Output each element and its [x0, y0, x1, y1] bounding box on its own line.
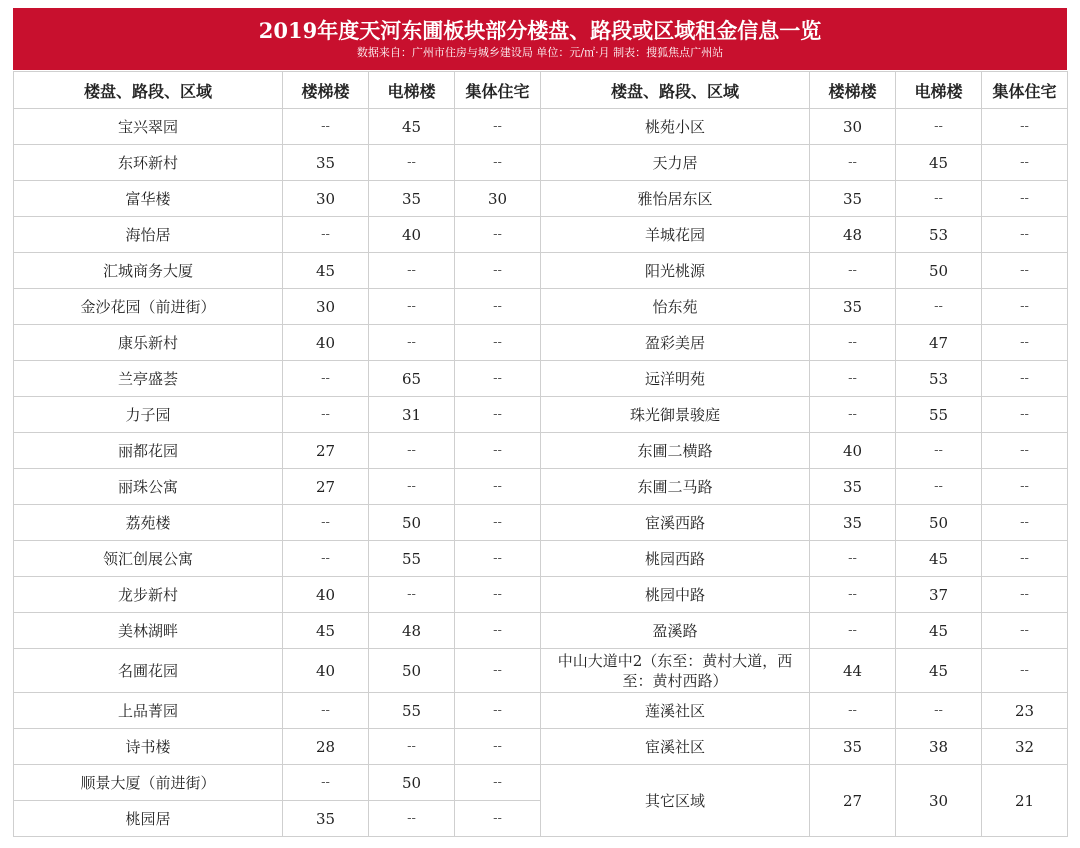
collective-housing-cell: -- — [982, 145, 1068, 181]
column-header: 楼盘、路段、区域 — [541, 72, 810, 109]
stair-building-cell: -- — [810, 541, 896, 577]
collective-housing-cell: -- — [455, 765, 541, 801]
collective-housing-cell: -- — [455, 613, 541, 649]
estate-name-cell: 羊城花园 — [541, 217, 810, 253]
estate-name-cell: 盈彩美居 — [541, 325, 810, 361]
collective-housing-cell: -- — [982, 577, 1068, 613]
estate-name-cell: 远洋明苑 — [541, 361, 810, 397]
estate-name-cell: 中山大道中2（东至：黄村大道，西至：黄村西路） — [541, 649, 810, 693]
elevator-building-cell: 55 — [369, 693, 455, 729]
collective-housing-cell: 32 — [982, 729, 1068, 765]
header-row — [14, 72, 1068, 109]
estate-name-cell: 桃园中路 — [541, 577, 810, 613]
stair-building-cell: 35 — [810, 289, 896, 325]
stair-building-cell: 30 — [810, 109, 896, 145]
table-row — [14, 145, 1068, 181]
elevator-building-cell: 31 — [369, 397, 455, 433]
elevator-building-cell: 45 — [896, 541, 982, 577]
collective-housing-cell: -- — [455, 253, 541, 289]
table-row — [14, 253, 1068, 289]
collective-housing-cell: -- — [455, 145, 541, 181]
elevator-building-cell: 45 — [896, 649, 982, 693]
elevator-building-cell: -- — [896, 109, 982, 145]
estate-name-cell: 莲溪社区 — [541, 693, 810, 729]
elevator-building-cell: 45 — [369, 109, 455, 145]
estate-name-cell: 东环新村 — [14, 145, 283, 181]
elevator-building-cell: -- — [896, 469, 982, 505]
elevator-building-cell: 50 — [369, 505, 455, 541]
stair-building-cell: 35 — [810, 469, 896, 505]
collective-housing-cell: -- — [455, 693, 541, 729]
rent-table — [13, 71, 1068, 837]
estate-name-cell: 力子园 — [14, 397, 283, 433]
stair-building-cell: -- — [283, 109, 369, 145]
stair-building-cell: -- — [283, 217, 369, 253]
elevator-building-cell: -- — [369, 289, 455, 325]
stair-building-cell: -- — [810, 361, 896, 397]
table-row — [14, 649, 1068, 693]
table-row — [14, 217, 1068, 253]
table-row — [14, 109, 1068, 145]
stair-building-cell: -- — [283, 505, 369, 541]
collective-housing-cell: -- — [455, 505, 541, 541]
collective-housing-cell: 23 — [982, 693, 1068, 729]
collective-housing-cell: -- — [455, 801, 541, 837]
table-row — [14, 397, 1068, 433]
estate-name-cell: 雅怡居东区 — [541, 181, 810, 217]
collective-housing-cell: -- — [982, 541, 1068, 577]
column-header: 楼盘、路段、区域 — [14, 72, 283, 109]
collective-housing-cell: -- — [455, 433, 541, 469]
table-row — [14, 729, 1068, 765]
estate-name-cell: 汇城商务大厦 — [14, 253, 283, 289]
estate-name-cell: 盈溪路 — [541, 613, 810, 649]
elevator-building-cell: 50 — [896, 253, 982, 289]
elevator-building-cell: -- — [896, 433, 982, 469]
collective-housing-cell: -- — [982, 109, 1068, 145]
elevator-building-cell: 45 — [896, 145, 982, 181]
elevator-building-cell: -- — [896, 693, 982, 729]
collective-housing-cell: -- — [455, 469, 541, 505]
stair-building-cell: 48 — [810, 217, 896, 253]
elevator-building-cell: 35 — [369, 181, 455, 217]
collective-housing-cell: 21 — [982, 765, 1068, 837]
stair-building-cell: 30 — [283, 289, 369, 325]
collective-housing-cell: -- — [982, 505, 1068, 541]
collective-housing-cell: -- — [982, 181, 1068, 217]
estate-name-cell: 东圃二马路 — [541, 469, 810, 505]
elevator-building-cell: -- — [369, 433, 455, 469]
table-row — [14, 325, 1068, 361]
estate-name-cell: 兰亭盛荟 — [14, 361, 283, 397]
elevator-building-cell: -- — [369, 729, 455, 765]
estate-name-cell: 桃园西路 — [541, 541, 810, 577]
elevator-building-cell: 40 — [369, 217, 455, 253]
stair-building-cell: -- — [810, 253, 896, 289]
stair-building-cell: -- — [283, 693, 369, 729]
estate-name-cell: 诗书楼 — [14, 729, 283, 765]
estate-name-cell: 顺景大厦（前进街） — [14, 765, 283, 801]
estate-name-cell: 上品菁园 — [14, 693, 283, 729]
table-row — [14, 433, 1068, 469]
estate-name-cell: 宦溪社区 — [541, 729, 810, 765]
page-title: 2019年度天河东圃板块部分楼盘、路段或区域租金信息一览 — [258, 18, 822, 43]
estate-name-cell: 荔苑楼 — [14, 505, 283, 541]
estate-name-cell: 美林湖畔 — [14, 613, 283, 649]
elevator-building-cell: -- — [369, 801, 455, 837]
stair-building-cell: 35 — [810, 505, 896, 541]
collective-housing-cell: -- — [982, 613, 1068, 649]
stair-building-cell: -- — [283, 361, 369, 397]
collective-housing-cell: -- — [982, 253, 1068, 289]
elevator-building-cell: 50 — [369, 765, 455, 801]
stair-building-cell: 30 — [283, 181, 369, 217]
table-row — [14, 765, 1068, 801]
stair-building-cell: 27 — [283, 469, 369, 505]
estate-name-cell: 桃苑小区 — [541, 109, 810, 145]
stair-building-cell: 27 — [810, 765, 896, 837]
elevator-building-cell: 38 — [896, 729, 982, 765]
elevator-building-cell: 53 — [896, 217, 982, 253]
stair-building-cell: -- — [283, 765, 369, 801]
elevator-building-cell: 55 — [896, 397, 982, 433]
elevator-building-cell: -- — [369, 469, 455, 505]
collective-housing-cell: -- — [982, 361, 1068, 397]
collective-housing-cell: -- — [982, 433, 1068, 469]
table-row — [14, 693, 1068, 729]
table-row — [14, 541, 1068, 577]
estate-name-cell: 丽珠公寓 — [14, 469, 283, 505]
elevator-building-cell: -- — [369, 145, 455, 181]
estate-name-cell: 金沙花园（前进街） — [14, 289, 283, 325]
table-row — [14, 181, 1068, 217]
stair-building-cell: -- — [810, 397, 896, 433]
collective-housing-cell: -- — [455, 649, 541, 693]
collective-housing-cell: -- — [455, 577, 541, 613]
table-row — [14, 613, 1068, 649]
stair-building-cell: 35 — [283, 145, 369, 181]
stair-building-cell: 28 — [283, 729, 369, 765]
elevator-building-cell: -- — [369, 577, 455, 613]
stair-building-cell: -- — [283, 397, 369, 433]
elevator-building-cell: 47 — [896, 325, 982, 361]
estate-name-cell: 丽都花园 — [14, 433, 283, 469]
table-row — [14, 469, 1068, 505]
collective-housing-cell: -- — [455, 109, 541, 145]
column-header: 集体住宅 — [455, 72, 541, 109]
estate-name-cell: 东圃二横路 — [541, 433, 810, 469]
table-row — [14, 361, 1068, 397]
estate-name-cell: 领汇创展公寓 — [14, 541, 283, 577]
collective-housing-cell: -- — [455, 729, 541, 765]
stair-building-cell: -- — [810, 145, 896, 181]
stair-building-cell: -- — [810, 693, 896, 729]
elevator-building-cell: 48 — [369, 613, 455, 649]
stair-building-cell: 35 — [283, 801, 369, 837]
estate-name-cell: 富华楼 — [14, 181, 283, 217]
elevator-building-cell: 45 — [896, 613, 982, 649]
elevator-building-cell: 53 — [896, 361, 982, 397]
column-header: 楼梯楼 — [283, 72, 369, 109]
stair-building-cell: 45 — [283, 613, 369, 649]
estate-name-cell: 桃园居 — [14, 801, 283, 837]
stair-building-cell: 35 — [810, 729, 896, 765]
elevator-building-cell: -- — [369, 325, 455, 361]
collective-housing-cell: -- — [982, 397, 1068, 433]
stair-building-cell: 44 — [810, 649, 896, 693]
collective-housing-cell: -- — [982, 289, 1068, 325]
stair-building-cell: 40 — [283, 649, 369, 693]
estate-name-cell: 珠光御景骏庭 — [541, 397, 810, 433]
estate-name-cell: 宦溪西路 — [541, 505, 810, 541]
collective-housing-cell: -- — [455, 217, 541, 253]
estate-name-cell: 名圃花园 — [14, 649, 283, 693]
estate-name-cell: 阳光桃源 — [541, 253, 810, 289]
stair-building-cell: -- — [810, 577, 896, 613]
stair-building-cell: 35 — [810, 181, 896, 217]
estate-name-cell: 怡东苑 — [541, 289, 810, 325]
stair-building-cell: 40 — [810, 433, 896, 469]
estate-name-cell: 宝兴翠园 — [14, 109, 283, 145]
estate-name-cell: 龙步新村 — [14, 577, 283, 613]
page-subtitle: 数据来自：广州市住房与城乡建设局 单位：元/㎡·月 制表：搜狐焦点广州站 — [356, 46, 724, 59]
collective-housing-cell: -- — [455, 361, 541, 397]
elevator-building-cell: -- — [896, 181, 982, 217]
stair-building-cell: -- — [283, 541, 369, 577]
column-header: 楼梯楼 — [810, 72, 896, 109]
estate-name-cell: 海怡居 — [14, 217, 283, 253]
collective-housing-cell: -- — [455, 397, 541, 433]
table-row — [14, 289, 1068, 325]
table-header-banner — [13, 8, 1067, 70]
estate-name-cell: 天力居 — [541, 145, 810, 181]
stair-building-cell: 27 — [283, 433, 369, 469]
elevator-building-cell: 55 — [369, 541, 455, 577]
table-row — [14, 505, 1068, 541]
collective-housing-cell: -- — [455, 325, 541, 361]
stair-building-cell: 40 — [283, 325, 369, 361]
collective-housing-cell: -- — [982, 649, 1068, 693]
collective-housing-cell: -- — [455, 541, 541, 577]
collective-housing-cell: -- — [455, 289, 541, 325]
collective-housing-cell: 30 — [455, 181, 541, 217]
estate-name-cell: 康乐新村 — [14, 325, 283, 361]
elevator-building-cell: 50 — [369, 649, 455, 693]
column-header: 电梯楼 — [369, 72, 455, 109]
elevator-building-cell: -- — [896, 289, 982, 325]
elevator-building-cell: -- — [369, 253, 455, 289]
stair-building-cell: -- — [810, 325, 896, 361]
elevator-building-cell: 50 — [896, 505, 982, 541]
stair-building-cell: 40 — [283, 577, 369, 613]
elevator-building-cell: 30 — [896, 765, 982, 837]
stair-building-cell: 45 — [283, 253, 369, 289]
stair-building-cell: -- — [810, 613, 896, 649]
column-header: 集体住宅 — [982, 72, 1068, 109]
table-row — [14, 577, 1068, 613]
collective-housing-cell: -- — [982, 469, 1068, 505]
elevator-building-cell: 65 — [369, 361, 455, 397]
column-header: 电梯楼 — [896, 72, 982, 109]
collective-housing-cell: -- — [982, 217, 1068, 253]
estate-name-cell: 其它区域 — [541, 765, 810, 837]
elevator-building-cell: 37 — [896, 577, 982, 613]
collective-housing-cell: -- — [982, 325, 1068, 361]
